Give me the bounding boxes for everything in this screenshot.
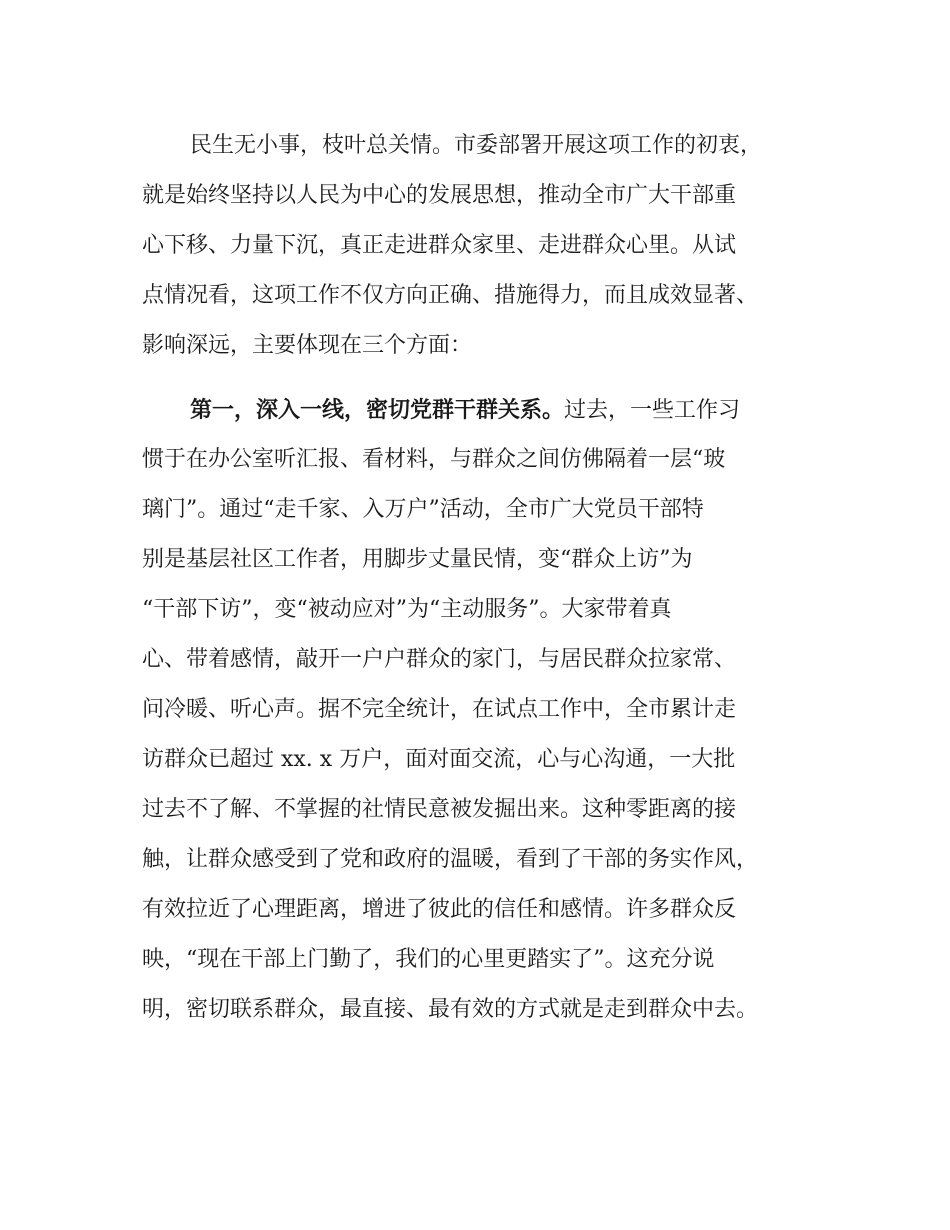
text-line: 就是始终坚持以人民为中心的发展思想，推动全市广大干部重	[142, 183, 737, 208]
text-line: 心下移、力量下沉，真正走进群众家里、走进群众心里。从试	[142, 233, 737, 258]
text-line-first	[142, 390, 832, 440]
text-line: 访群众已超过 xx. x 万户，面对面交流，心与心沟通，一大批	[142, 747, 736, 772]
text-line: 问冷暖、听心声。据不完全统计，在试点工作中，全市累计走	[142, 697, 737, 722]
text-line: 璃门”。通过“走千家、入万户”活动，全市广大党员干部特	[142, 497, 704, 522]
text-line: 明，密切联系群众，最直接、最有效的方式就是走到群众中去。	[142, 997, 759, 1022]
text-line: 惯于在办公室听汇报、看材料，与群众之间仿佛隔着一层“玻	[142, 447, 726, 472]
text-line: 心、带着感情，敲开一户户群众的家门，与居民群众拉家常、	[142, 647, 737, 672]
text-line: 别是基层社区工作者，用脚步丈量民情，变“群众上访”为	[142, 547, 693, 572]
text-line: 点情况看，这项工作不仅方向正确、措施得力，而且成效显著、	[142, 283, 759, 308]
text-line: “干部下访”，变“被动应对”为“主动服务”。大家带着真	[142, 597, 672, 622]
text-line: 影响深远，主要体现在三个方面：	[142, 333, 473, 358]
text-line: 映，“现在干部上门勤了，我们的心里更踏实了”。这充分说	[142, 947, 715, 972]
text-line: 过去不了解、不掌握的社情民意被发掘出来。这种零距离的接	[142, 797, 737, 822]
paragraph-intro	[142, 126, 832, 376]
section-heading: 第一，深入一线，密切党群干群关系。	[190, 397, 565, 423]
text-line: 有效拉近了心理距离，增进了彼此的信任和感情。许多群众反	[142, 897, 737, 922]
text-line: 民生无小事，枝叶总关情。市委部署开展这项工作的初衷，	[190, 133, 763, 158]
text-span: 过去，一些工作习	[564, 398, 741, 423]
text-line: 触，让群众感受到了党和政府的温暖，看到了干部的务实作风，	[142, 847, 759, 872]
paragraph-first-point	[142, 390, 832, 1040]
